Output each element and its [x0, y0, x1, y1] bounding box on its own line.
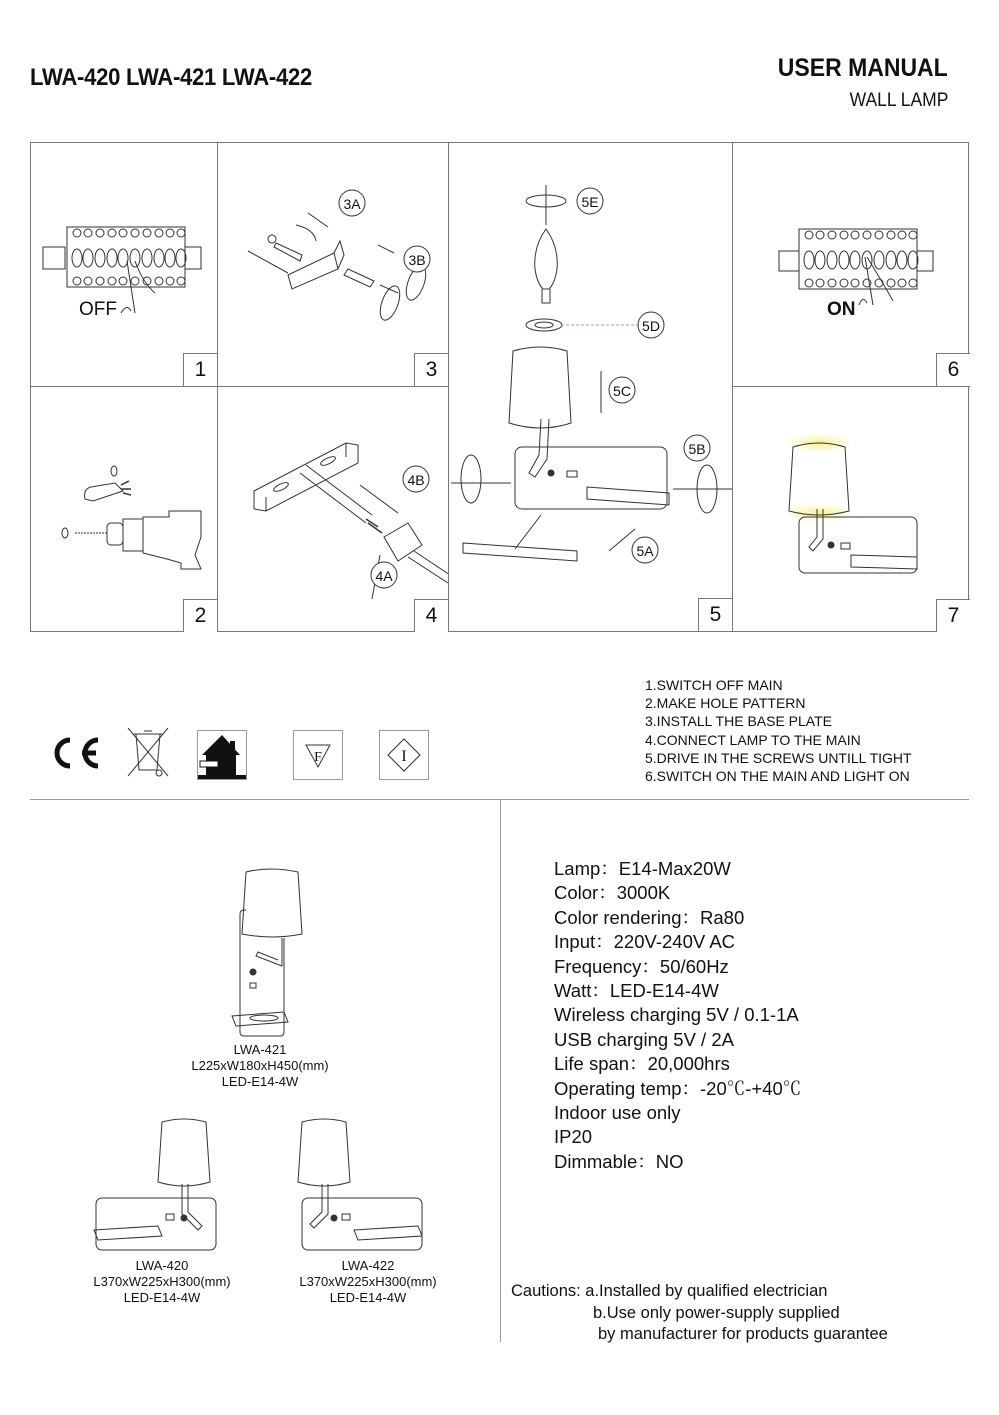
class-i-diamond-icon — [379, 730, 429, 780]
cautions-block — [511, 1281, 888, 1346]
step-panel-1 — [31, 143, 218, 387]
spec-lamp: Lamp：E14-Max20W — [554, 858, 731, 879]
spec-usb-charging: USB charging 5V / 2A — [554, 1028, 734, 1050]
svg-text:5C: 5C — [613, 383, 631, 399]
light-glow-bottom — [783, 504, 855, 522]
caution-line-b-cont: by manufacturer for products guarantee — [598, 1325, 888, 1343]
svg-text:OFF: OFF — [79, 299, 117, 320]
svg-text:4A: 4A — [375, 568, 393, 584]
spec-life-span: Life span：20,000hrs — [554, 1053, 730, 1075]
svg-text:5E: 5E — [581, 194, 599, 210]
step-panel-5 — [449, 143, 733, 632]
svg-text:F: F — [314, 750, 322, 765]
step-number-7: 7 — [936, 599, 970, 632]
wiring-connection-illustration — [218, 387, 448, 631]
product-bulb: LED-E14-4W — [221, 1074, 299, 1089]
product-size: L370xW225xH300(mm) — [93, 1274, 231, 1289]
step-panel-6 — [733, 143, 970, 387]
product-label-lwa-422 — [288, 1258, 448, 1306]
specifications-list — [554, 857, 801, 1174]
caution-line-a: Cautions: a.Installed by qualified electrician — [511, 1282, 828, 1300]
product-label-lwa-421 — [160, 1042, 360, 1090]
product-lwa-420-drawing — [92, 1112, 222, 1252]
svg-text:ON: ON — [827, 299, 856, 320]
step-panel-4 — [218, 387, 449, 632]
step-number-2: 2 — [183, 599, 217, 632]
product-label-lwa-420 — [82, 1258, 242, 1306]
product-size: L225xW180xH450(mm) — [191, 1058, 329, 1073]
step-panel-7 — [733, 387, 970, 632]
instruction-item: 4.CONNECT LAMP TO THE MAIN — [645, 731, 861, 748]
ce-mark-icon — [48, 736, 102, 770]
instruction-item: 6.SWITCH ON THE MAIN AND LIGHT ON — [645, 768, 910, 785]
weee-crossed-bin-icon — [126, 726, 170, 780]
svg-text:5B: 5B — [688, 441, 706, 457]
document-title: USER MANUAL — [778, 54, 948, 82]
spec-ip-rating: IP20 — [554, 1126, 593, 1148]
instruction-item: 1.SWITCH OFF MAIN — [645, 677, 783, 693]
lamp-assembly-illustration — [449, 143, 732, 631]
product-size: L370xW225xH300(mm) — [299, 1274, 437, 1289]
instruction-item: 2.MAKE HOLE PATTERN — [645, 695, 806, 712]
svg-text:3A: 3A — [343, 196, 361, 212]
spec-frequency: Frequency：50/60Hz — [554, 955, 729, 977]
product-lwa-421-drawing — [218, 860, 308, 1040]
step-number-3: 3 — [414, 353, 448, 386]
instruction-item: 3.INSTALL THE BASE PLATE — [645, 713, 832, 730]
spec-watt: Watt：LED-E14-4W — [554, 980, 719, 1002]
instructions-list — [645, 676, 912, 785]
step-number-1: 1 — [183, 353, 217, 386]
svg-text:3B: 3B — [408, 252, 426, 268]
svg-text:5A: 5A — [636, 543, 654, 559]
instruction-item: 5.DRIVE IN THE SCREWS UNTILL TIGHT — [645, 749, 912, 766]
svg-text:5D: 5D — [642, 318, 660, 334]
svg-text:4B: 4B — [407, 472, 425, 488]
spec-dimmable: Dimmable：NO — [554, 1150, 684, 1172]
step-panel-2 — [31, 387, 218, 632]
spec-input: Input：220V-240V AC — [554, 931, 736, 953]
product-bulb: LED-E14-4W — [123, 1290, 201, 1305]
base-plate-install-illustration — [218, 143, 448, 386]
spec-operating-temp: Operating temp：-20℃-+40℃ — [554, 1077, 802, 1099]
spec-color-rendering: Color rendering：Ra80 — [554, 906, 745, 928]
svg-text:I: I — [401, 748, 407, 765]
breaker-off-illustration — [31, 143, 217, 386]
step-number-4: 4 — [414, 599, 448, 632]
product-lwa-422-drawing — [294, 1112, 424, 1252]
product-model: LWA-420 — [135, 1258, 189, 1273]
spec-color: Color：3000K — [554, 882, 671, 904]
lamp-lit-illustration — [733, 387, 969, 631]
spec-indoor-use: Indoor use only — [554, 1102, 681, 1124]
indoor-use-house-icon — [197, 730, 247, 780]
product-model: LWA-422 — [341, 1258, 395, 1273]
step-panel-3 — [218, 143, 449, 387]
document-subtitle: WALL LAMP — [849, 90, 948, 111]
section-divider-vertical — [500, 800, 501, 1342]
step-number-6: 6 — [936, 353, 970, 386]
product-bulb: LED-E14-4W — [329, 1290, 407, 1305]
step-number-5: 5 — [698, 598, 732, 631]
drill-hole-illustration — [31, 387, 217, 631]
installation-steps-grid — [30, 142, 969, 632]
product-model: LWA-421 — [233, 1042, 287, 1057]
breaker-on-illustration — [733, 143, 969, 386]
spec-wireless-charging: Wireless charging 5V / 0.1-1A — [554, 1004, 799, 1026]
caution-line-b: b.Use only power-supply supplied — [593, 1303, 840, 1322]
model-numbers-title: LWA-420 LWA-421 LWA-422 — [30, 64, 313, 91]
f-mark-triangle-icon — [293, 730, 343, 780]
